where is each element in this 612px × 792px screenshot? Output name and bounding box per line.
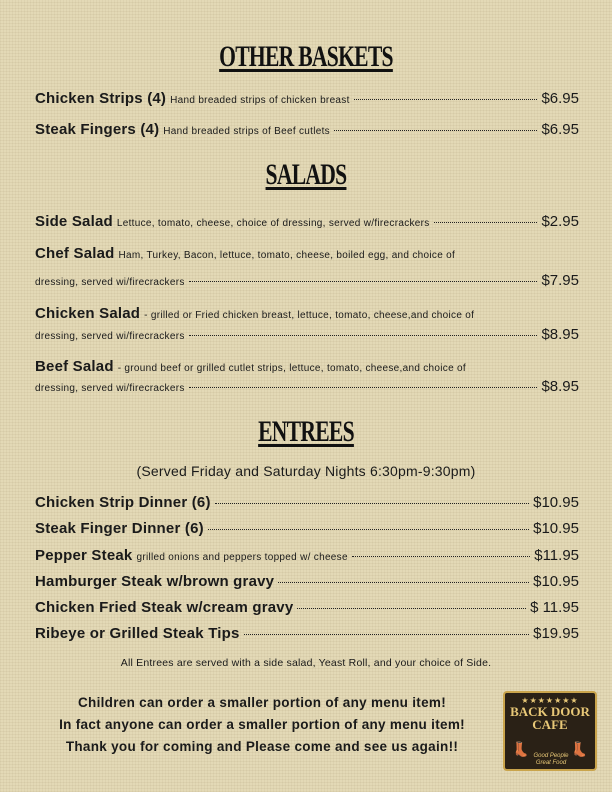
- dot-leader: [297, 608, 526, 609]
- closing-line-thank-you: Thank you for coming and Please come and see us again!!: [65, 739, 459, 754]
- dot-leader: [189, 281, 538, 282]
- menu-item-chicken-salad: [35, 305, 579, 322]
- item-price: $8.95: [541, 326, 579, 343]
- menu-item-chicken-fried-steak: [35, 599, 579, 616]
- closing-line-children: Children can order a smaller portion of any menu item!: [77, 695, 447, 710]
- item-description: Ham, Turkey, Bacon, lettuce, tomato, cheese, boiled egg, and choice of: [118, 250, 456, 261]
- item-price: $6.95: [541, 90, 579, 107]
- menu-item-chicken-strip-dinner: [35, 494, 579, 511]
- item-price: $8.95: [541, 378, 579, 395]
- dot-leader: [189, 335, 538, 336]
- item-name: Pepper Steak: [35, 547, 133, 564]
- item-name: Chicken Strips (4): [35, 90, 167, 107]
- menu-item-chicken-salad-line2: [35, 326, 579, 343]
- item-description-cont: dressing, served wi/firecrackers: [35, 277, 185, 288]
- entrees-note: All Entrees are served with a side salad, Yeast Roll, and your choice of Side.: [120, 657, 492, 669]
- menu-item-steak-finger-dinner: [35, 520, 579, 537]
- menu-item-beef-salad: [35, 358, 579, 375]
- item-price: $7.95: [541, 272, 579, 289]
- menu-item-pepper-steak: [35, 547, 579, 564]
- item-description-cont: dressing, served wi/firecrackers: [35, 331, 185, 342]
- logo-title-line2: CAFE: [532, 717, 568, 732]
- section-heading-entrees: ENTREES: [258, 415, 354, 448]
- menu-item-beef-salad-line2: [35, 378, 579, 395]
- menu-item-hamburger-steak: [35, 573, 579, 590]
- item-price: $ 11.95: [530, 599, 579, 616]
- item-description: Hand breaded strips of Beef cutlets: [163, 126, 330, 137]
- item-name: Ribeye or Grilled Steak Tips: [35, 625, 240, 642]
- item-description: Lettuce, tomato, cheese, choice of dressing, served w/firecrackers: [116, 218, 430, 229]
- item-description: grilled onions and peppers topped w/ cheese: [136, 552, 348, 563]
- item-name: Chef Salad: [35, 245, 115, 262]
- stars-decoration: ★★★★★★★: [521, 696, 579, 705]
- item-description: - ground beef or grilled cutlet strips, lettuce, tomato, cheese,and choice of: [117, 363, 466, 374]
- section-heading-salads: SALADS: [265, 158, 347, 191]
- logo-title-line1: BACK DOOR: [510, 704, 590, 719]
- dot-leader: [334, 130, 537, 131]
- dot-leader: [352, 556, 530, 557]
- item-price: $10.95: [533, 520, 579, 537]
- item-description-cont: dressing, served wi/firecrackers: [35, 383, 185, 394]
- item-description: Hand breaded strips of chicken breast: [170, 95, 350, 106]
- dot-leader: [208, 529, 529, 530]
- item-price: $10.95: [533, 573, 579, 590]
- dot-leader: [244, 634, 530, 635]
- item-description: - grilled or Fried chicken breast, lettuce, tomato, cheese,and choice of: [144, 310, 475, 321]
- back-door-cafe-logo: [503, 691, 597, 771]
- boot-icon: 👢: [512, 741, 530, 757]
- item-name: Chicken Strip Dinner (6): [35, 494, 211, 511]
- menu-item-chef-salad-line2: [35, 272, 579, 289]
- menu-item-steak-fingers: [35, 121, 579, 138]
- dot-leader: [215, 503, 529, 504]
- logo-tagline: Good People Great Food: [533, 753, 569, 766]
- item-price: $6.95: [541, 121, 579, 138]
- menu-item-ribeye: [35, 625, 579, 642]
- dot-leader: [354, 99, 538, 100]
- menu-item-chicken-strips: [35, 90, 579, 107]
- section-heading-other-baskets: OTHER BASKETS: [219, 40, 393, 73]
- dot-leader: [434, 222, 538, 223]
- item-name: Steak Fingers (4): [35, 121, 160, 138]
- boot-icon: 👢: [570, 741, 588, 757]
- dot-leader: [278, 582, 529, 583]
- item-price: $2.95: [541, 213, 579, 230]
- item-price: $10.95: [533, 494, 579, 511]
- entrees-subtitle: (Served Friday and Saturday Nights 6:30pm-9:30pm): [136, 463, 476, 479]
- closing-line-anyone: In fact anyone can order a smaller portion of any menu item!: [59, 717, 465, 732]
- item-name: Beef Salad: [35, 358, 114, 375]
- menu-item-side-salad: [35, 213, 579, 230]
- dot-leader: [189, 387, 538, 388]
- menu-item-chef-salad: [35, 245, 579, 262]
- item-price: $19.95: [533, 625, 579, 642]
- item-name: Side Salad: [35, 213, 113, 230]
- item-name: Steak Finger Dinner (6): [35, 520, 204, 537]
- item-name: Chicken Salad: [35, 305, 141, 322]
- item-name: Chicken Fried Steak w/cream gravy: [35, 599, 294, 616]
- item-price: $11.95: [534, 547, 579, 564]
- item-name: Hamburger Steak w/brown gravy: [35, 573, 275, 590]
